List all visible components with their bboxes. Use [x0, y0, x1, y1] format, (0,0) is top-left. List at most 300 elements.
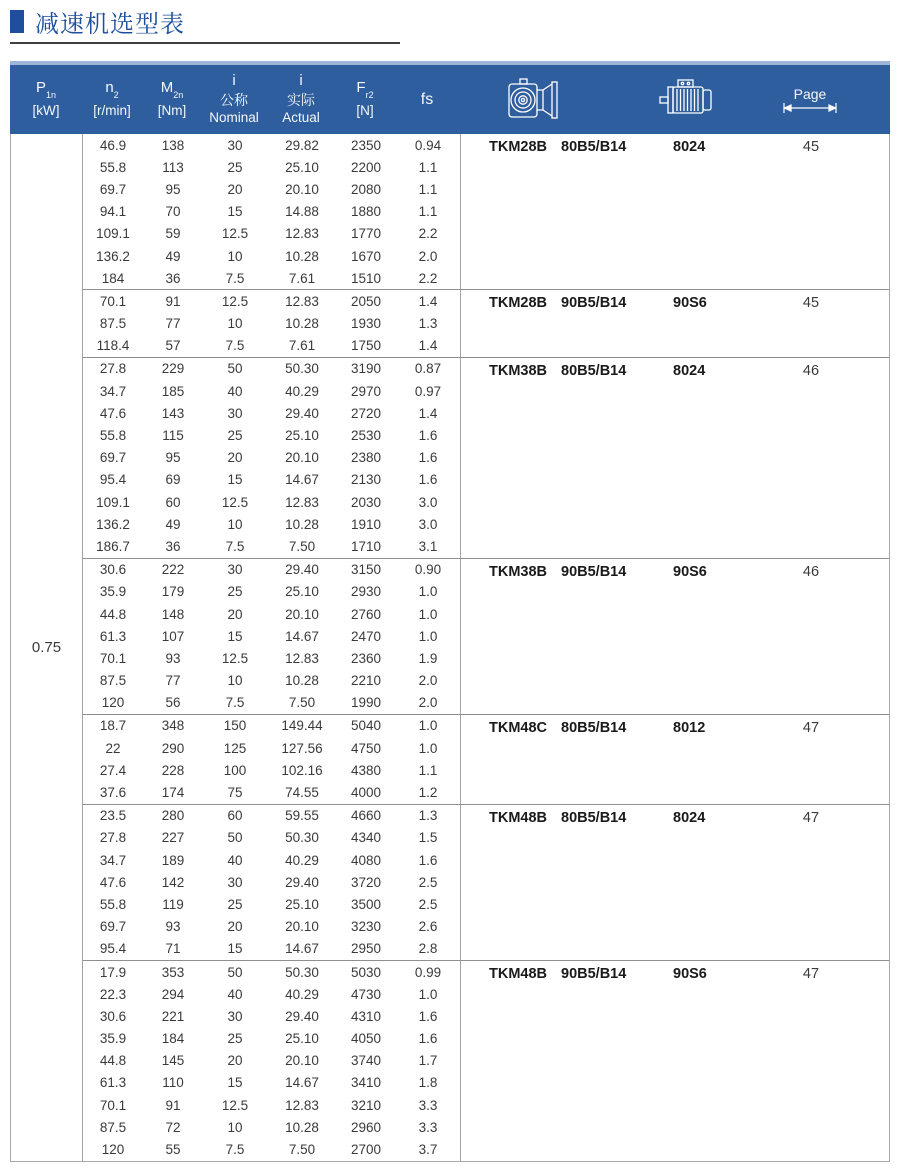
i-nominal-cell: 10: [227, 516, 243, 532]
i-nominal-cell: 40: [227, 383, 243, 399]
n2-cell: 69.7: [99, 181, 127, 197]
motor-icon: [658, 78, 718, 122]
m2n-cell: 69: [165, 472, 181, 488]
m2n-cell: 93: [165, 650, 181, 666]
m2n-cell: 115: [162, 428, 184, 444]
i-actual-cell: 10.28: [285, 516, 319, 532]
i-nominal-cell: 12.5: [221, 650, 249, 666]
n2-cell: 18.7: [99, 718, 127, 734]
n2-cell: 184: [101, 270, 125, 286]
fr2-cell: 1670: [350, 248, 382, 264]
group-info: [461, 805, 889, 960]
fr2-cell: 1510: [350, 270, 382, 286]
m2n-cell: 229: [161, 361, 185, 377]
i-nominal-cell: 30: [227, 405, 243, 421]
fs-cell: 0.94: [414, 137, 442, 153]
title-underline: [10, 42, 400, 44]
page-number-cell: 46: [802, 362, 820, 379]
fr2-cell: 4660: [350, 808, 382, 824]
m2n-cell: 348: [161, 718, 185, 734]
fs-cell: 1.1: [418, 159, 438, 175]
m2n-cell: 280: [161, 808, 185, 824]
m2n-cell: 56: [165, 695, 181, 711]
n2-cell: 61.3: [99, 1075, 127, 1091]
model-cell: TKM48C: [489, 719, 548, 736]
fr2-cell: 2360: [350, 650, 382, 666]
i-actual-cell: 40.29: [285, 986, 319, 1002]
fs-cell: 3.7: [418, 1142, 438, 1158]
i-actual-cell: 25.10: [285, 896, 319, 912]
header-right-section: [460, 65, 890, 134]
motor-code-cell: 8024: [673, 362, 706, 379]
flange-cell: 80B5/B14: [561, 139, 627, 155]
table-row-group: [83, 960, 889, 1161]
i-actual-cell: 20.10: [285, 181, 319, 197]
page-number-cell: 46: [802, 563, 820, 580]
i-nominal-cell: 40: [227, 986, 243, 1002]
fr2-cell: 2970: [350, 383, 382, 399]
dimension-arrow-icon: [781, 102, 839, 114]
fr2-cell: 3230: [350, 919, 382, 935]
m2n-cell: 119: [162, 896, 184, 912]
fs-cell: 1.0: [418, 718, 438, 734]
m2n-cell: 184: [161, 1031, 185, 1047]
fs-cell: 1.4: [418, 293, 438, 309]
n2-cell: 30.6: [99, 562, 127, 578]
model-cell: TKM38B: [489, 362, 548, 379]
group-info: [461, 715, 889, 804]
m2n-cell: 55: [165, 1142, 181, 1158]
i-actual-cell: 127.56: [281, 740, 323, 756]
m2n-cell: 145: [161, 1053, 185, 1069]
n2-cell: 70.1: [99, 1097, 127, 1113]
i-actual-cell: 25.10: [285, 584, 319, 600]
i-nominal-cell: 12.5: [221, 494, 249, 510]
fs-cell: 1.1: [418, 762, 438, 778]
i-nominal-cell: 10: [227, 316, 243, 332]
i-nominal-cell: 7.5: [225, 538, 245, 554]
i-actual-cell: 7.61: [288, 338, 316, 354]
n2-cell: 37.6: [99, 785, 127, 801]
i-nominal-cell: 12.5: [221, 293, 249, 309]
i-actual-cell: 102.16: [281, 762, 323, 778]
n2-cell: 109.1: [96, 226, 130, 242]
fr2-cell: 2030: [350, 494, 382, 510]
i-actual-cell: 29.82: [285, 137, 319, 153]
model-cell: TKM38B: [489, 563, 548, 580]
ratio-grid: [83, 805, 461, 960]
n2-cell: 70.1: [99, 650, 127, 666]
i-actual-cell: 50.30: [285, 361, 319, 377]
i-actual-cell: 14.67: [285, 941, 319, 957]
i-nominal-cell: 12.5: [221, 1097, 249, 1113]
fs-cell: 1.4: [418, 338, 438, 354]
n2-cell: 55.8: [99, 159, 127, 175]
fr2-cell: 1930: [350, 316, 382, 332]
group-info: [461, 358, 889, 558]
i-nominal-cell: 7.5: [225, 270, 245, 286]
n2-cell: 27.8: [99, 361, 127, 377]
i-nominal-cell: 20: [227, 181, 243, 197]
fr2-cell: 2380: [350, 450, 382, 466]
n2-cell: 87.5: [99, 673, 127, 689]
table-row-group: [83, 289, 889, 357]
fs-cell: 0.99: [414, 964, 442, 980]
fr2-cell: 3210: [350, 1097, 382, 1113]
fs-cell: 3.3: [418, 1119, 438, 1135]
header-i-actual: i 实际 Actual: [282, 71, 320, 126]
i-nominal-cell: 25: [227, 159, 243, 175]
m2n-cell: 49: [165, 516, 181, 532]
n2-cell: 27.4: [99, 762, 127, 778]
fs-cell: 1.3: [418, 316, 438, 332]
fr2-cell: 5030: [350, 964, 382, 980]
m2n-cell: 228: [161, 762, 185, 778]
table-row-group: [83, 714, 889, 804]
header-fs: fs: [420, 90, 434, 108]
fr2-cell: 4000: [350, 785, 382, 801]
fr2-cell: 1710: [350, 538, 382, 554]
n2-cell: 136.2: [96, 248, 130, 264]
fr2-cell: 3410: [350, 1075, 382, 1091]
i-actual-cell: 20.10: [285, 450, 319, 466]
fr2-cell: 5040: [350, 718, 382, 734]
fr2-cell: 4310: [350, 1008, 382, 1024]
motor-code-cell: 8024: [673, 139, 706, 155]
n2-cell: 61.3: [99, 628, 127, 644]
i-actual-cell: 25.10: [285, 159, 319, 175]
fr2-cell: 2350: [350, 137, 382, 153]
i-actual-cell: 10.28: [285, 316, 319, 332]
i-nominal-cell: 125: [223, 740, 247, 756]
i-nominal-cell: 25: [227, 1031, 243, 1047]
fs-cell: 1.6: [418, 852, 438, 868]
i-actual-cell: 25.10: [285, 1031, 319, 1047]
i-nominal-cell: 15: [227, 941, 243, 957]
m2n-cell: 179: [161, 584, 185, 600]
m2n-cell: 36: [165, 270, 181, 286]
motor-code-cell: 8012: [673, 719, 706, 736]
i-actual-cell: 29.40: [285, 562, 319, 578]
i-nominal-cell: 7.5: [225, 338, 245, 354]
worm-gearbox-icon: [506, 77, 560, 123]
n2-cell: 186.7: [96, 538, 130, 554]
p1n-merged-cell: [11, 134, 83, 1161]
flange-cell: 90B5/B14: [561, 563, 627, 580]
i-nominal-cell: 30: [227, 1008, 243, 1024]
table-header: [10, 61, 890, 134]
fs-cell: 2.5: [418, 874, 438, 890]
i-nominal-cell: 20: [227, 450, 243, 466]
table-row-group: [83, 804, 889, 960]
i-actual-cell: 50.30: [285, 964, 319, 980]
fs-cell: 1.1: [418, 181, 438, 197]
fr2-cell: 2200: [350, 159, 382, 175]
page-title-row: [10, 6, 900, 36]
fs-cell: 1.6: [418, 428, 438, 444]
fs-cell: 3.0: [418, 494, 438, 510]
n2-cell: 87.5: [99, 316, 127, 332]
n2-cell: 69.7: [99, 450, 127, 466]
m2n-cell: 185: [161, 383, 185, 399]
n2-cell: 70.1: [99, 293, 127, 309]
n2-cell: 87.5: [99, 1119, 127, 1135]
n2-cell: 23.5: [99, 808, 127, 824]
flange-cell: 80B5/B14: [561, 809, 627, 826]
page-number-cell: 45: [802, 139, 820, 155]
m2n-cell: 174: [161, 785, 185, 801]
n2-cell: 94.1: [99, 204, 127, 220]
n2-cell: 55.8: [99, 428, 127, 444]
flange-cell: 90B5/B14: [561, 965, 627, 982]
fr2-cell: 3740: [350, 1053, 382, 1069]
fs-cell: 1.3: [418, 808, 438, 824]
fs-cell: 3.1: [418, 538, 438, 554]
fs-cell: 1.6: [418, 450, 438, 466]
n2-cell: 34.7: [99, 383, 127, 399]
i-nominal-cell: 10: [227, 673, 243, 689]
fr2-cell: 1750: [350, 338, 382, 354]
i-actual-cell: 7.50: [288, 695, 316, 711]
flange-cell: 90B5/B14: [561, 295, 627, 312]
i-nominal-cell: 20: [227, 606, 243, 622]
n2-cell: 27.8: [99, 830, 127, 846]
group-info: [461, 961, 889, 1161]
i-nominal-cell: 15: [227, 1075, 243, 1091]
table-row-group: [83, 134, 889, 289]
n2-cell: 47.6: [99, 405, 127, 421]
i-actual-cell: 10.28: [285, 248, 319, 264]
i-nominal-cell: 20: [227, 919, 243, 935]
n2-cell: 44.8: [99, 1053, 127, 1069]
header-i-nominal: i 公称 Nominal: [209, 71, 259, 126]
m2n-cell: 107: [161, 628, 185, 644]
model-cell: TKM48B: [489, 809, 548, 826]
ratio-grid: [83, 358, 461, 558]
ratio-grid: [83, 961, 461, 1161]
page-title: 减速机选型表: [35, 10, 185, 38]
i-nominal-cell: 7.5: [225, 695, 245, 711]
n2-cell: 69.7: [99, 919, 127, 935]
flange-cell: 80B5/B14: [561, 719, 627, 736]
ratio-grid: [83, 715, 461, 804]
i-nominal-cell: 150: [223, 718, 247, 734]
n2-cell: 34.7: [99, 852, 127, 868]
i-actual-cell: 7.50: [288, 1142, 316, 1158]
fs-cell: 2.2: [418, 226, 438, 242]
m2n-cell: 138: [161, 137, 185, 153]
fs-cell: 1.7: [418, 1053, 438, 1069]
fr2-cell: 3150: [350, 562, 382, 578]
n2-cell: 55.8: [99, 896, 127, 912]
n2-cell: 136.2: [96, 516, 130, 532]
m2n-cell: 143: [161, 405, 185, 421]
fr2-cell: 2470: [350, 628, 382, 644]
fr2-cell: 2720: [350, 405, 382, 421]
i-nominal-cell: 15: [227, 472, 243, 488]
n2-cell: 95.4: [99, 941, 127, 957]
i-actual-cell: 50.30: [285, 830, 319, 846]
page-label: Page: [793, 85, 827, 102]
fr2-cell: 1770: [350, 226, 382, 242]
i-nominal-cell: 10: [227, 248, 243, 264]
i-actual-cell: 29.40: [285, 1008, 319, 1024]
motor-code-cell: 90S6: [673, 965, 707, 982]
i-nominal-cell: 25: [227, 584, 243, 600]
fs-cell: 2.8: [418, 941, 438, 957]
i-actual-cell: 74.55: [285, 785, 319, 801]
page-number-cell: 47: [802, 965, 820, 982]
i-nominal-cell: 25: [227, 428, 243, 444]
i-actual-cell: 59.55: [285, 808, 319, 824]
m2n-cell: 222: [161, 562, 185, 578]
table-body-groups: [83, 134, 889, 1161]
fs-cell: 1.2: [418, 785, 438, 801]
m2n-cell: 189: [161, 852, 185, 868]
i-nominal-cell: 75: [227, 785, 243, 801]
i-nominal-cell: 30: [227, 874, 243, 890]
fr2-cell: 1910: [350, 516, 382, 532]
table-row-group: [83, 357, 889, 558]
fr2-cell: 4750: [350, 740, 382, 756]
m2n-cell: 148: [161, 606, 185, 622]
n2-cell: 17.9: [99, 964, 127, 980]
group-info: [461, 290, 889, 357]
m2n-cell: 227: [161, 830, 185, 846]
fs-cell: 1.0: [418, 584, 438, 600]
fr2-cell: 2050: [350, 293, 382, 309]
m2n-cell: 110: [162, 1075, 184, 1091]
fs-cell: 1.9: [418, 650, 438, 666]
i-nominal-cell: 100: [223, 762, 247, 778]
motor-code-cell: 8024: [673, 809, 706, 826]
fs-cell: 1.0: [418, 740, 438, 756]
fr2-cell: 4380: [350, 762, 382, 778]
header-m2n: $M_{2n}$ [Nm]: [157, 79, 187, 118]
i-actual-cell: 25.10: [285, 428, 319, 444]
fr2-cell: 4080: [350, 852, 382, 868]
i-actual-cell: 12.83: [285, 494, 319, 510]
fr2-cell: 3500: [350, 896, 382, 912]
fr2-cell: 2930: [350, 584, 382, 600]
model-cell: TKM48B: [489, 965, 548, 982]
i-nominal-cell: 40: [227, 852, 243, 868]
page-number-cell: 47: [802, 809, 820, 826]
fs-cell: 2.0: [418, 248, 438, 264]
n2-cell: 46.9: [99, 137, 127, 153]
i-actual-cell: 7.61: [288, 270, 316, 286]
i-actual-cell: 29.40: [285, 874, 319, 890]
m2n-cell: 57: [165, 338, 181, 354]
header-n2: $n_2$ [r/min]: [93, 79, 131, 118]
fr2-cell: 1880: [350, 204, 382, 220]
page-number-cell: 47: [802, 719, 820, 736]
fs-cell: 1.4: [418, 405, 438, 421]
fr2-cell: 2960: [350, 1119, 382, 1135]
fr2-cell: 2530: [350, 428, 382, 444]
m2n-cell: 71: [165, 941, 181, 957]
group-info: [461, 134, 889, 289]
i-nominal-cell: 15: [227, 628, 243, 644]
model-cell: TKM28B: [489, 295, 548, 312]
fr2-cell: 2080: [350, 181, 382, 197]
fs-cell: 1.0: [418, 986, 438, 1002]
m2n-cell: 91: [165, 293, 181, 309]
fs-cell: 2.5: [418, 896, 438, 912]
i-actual-cell: 10.28: [285, 1119, 319, 1135]
fs-cell: 0.97: [414, 383, 442, 399]
m2n-cell: 113: [162, 159, 184, 175]
i-nominal-cell: 50: [227, 830, 243, 846]
fr2-cell: 1990: [350, 695, 382, 711]
fs-cell: 2.0: [418, 673, 438, 689]
m2n-cell: 294: [161, 986, 185, 1002]
m2n-cell: 91: [165, 1097, 181, 1113]
table-body: [10, 134, 890, 1162]
i-nominal-cell: 25: [227, 896, 243, 912]
page-column-header: [781, 86, 839, 114]
i-actual-cell: 14.67: [285, 1075, 319, 1091]
i-actual-cell: 40.29: [285, 852, 319, 868]
fr2-cell: 2760: [350, 606, 382, 622]
i-actual-cell: 14.67: [285, 628, 319, 644]
m2n-cell: 49: [165, 248, 181, 264]
n2-cell: 44.8: [99, 606, 127, 622]
p1n-value: 0.75: [31, 638, 62, 656]
m2n-cell: 59: [165, 226, 181, 242]
i-nominal-cell: 50: [227, 964, 243, 980]
m2n-cell: 290: [161, 740, 185, 756]
n2-cell: 30.6: [99, 1008, 127, 1024]
fs-cell: 1.6: [418, 1008, 438, 1024]
ratio-grid: [83, 559, 461, 714]
n2-cell: 109.1: [96, 494, 130, 510]
fr2-cell: 3720: [350, 874, 382, 890]
n2-cell: 35.9: [99, 1031, 127, 1047]
m2n-cell: 70: [165, 204, 181, 220]
m2n-cell: 221: [161, 1008, 185, 1024]
i-nominal-cell: 15: [227, 204, 243, 220]
i-actual-cell: 12.83: [285, 650, 319, 666]
fr2-cell: 2700: [350, 1142, 382, 1158]
i-actual-cell: 20.10: [285, 1053, 319, 1069]
m2n-cell: 95: [165, 450, 181, 466]
flange-cell: 80B5/B14: [561, 362, 627, 379]
m2n-cell: 93: [165, 919, 181, 935]
m2n-cell: 72: [165, 1119, 181, 1135]
fs-cell: 2.6: [418, 919, 438, 935]
n2-cell: 47.6: [99, 874, 127, 890]
fs-cell: 2.0: [418, 695, 438, 711]
n2-cell: 118.4: [96, 338, 130, 354]
fs-cell: 1.0: [418, 606, 438, 622]
i-actual-cell: 14.67: [285, 472, 319, 488]
title-bullet-icon: [10, 10, 24, 33]
i-actual-cell: 29.40: [285, 405, 319, 421]
i-nominal-cell: 50: [227, 361, 243, 377]
i-actual-cell: 10.28: [285, 673, 319, 689]
ratio-grid: [83, 134, 461, 289]
i-actual-cell: 12.83: [285, 226, 319, 242]
m2n-cell: 142: [161, 874, 185, 890]
n2-cell: 22: [105, 740, 121, 756]
i-actual-cell: 12.83: [285, 293, 319, 309]
n2-cell: 95.4: [99, 472, 127, 488]
fs-cell: 3.3: [418, 1097, 438, 1113]
motor-code-cell: 90S6: [673, 563, 707, 580]
i-nominal-cell: 60: [227, 808, 243, 824]
ratio-grid: [83, 290, 461, 357]
